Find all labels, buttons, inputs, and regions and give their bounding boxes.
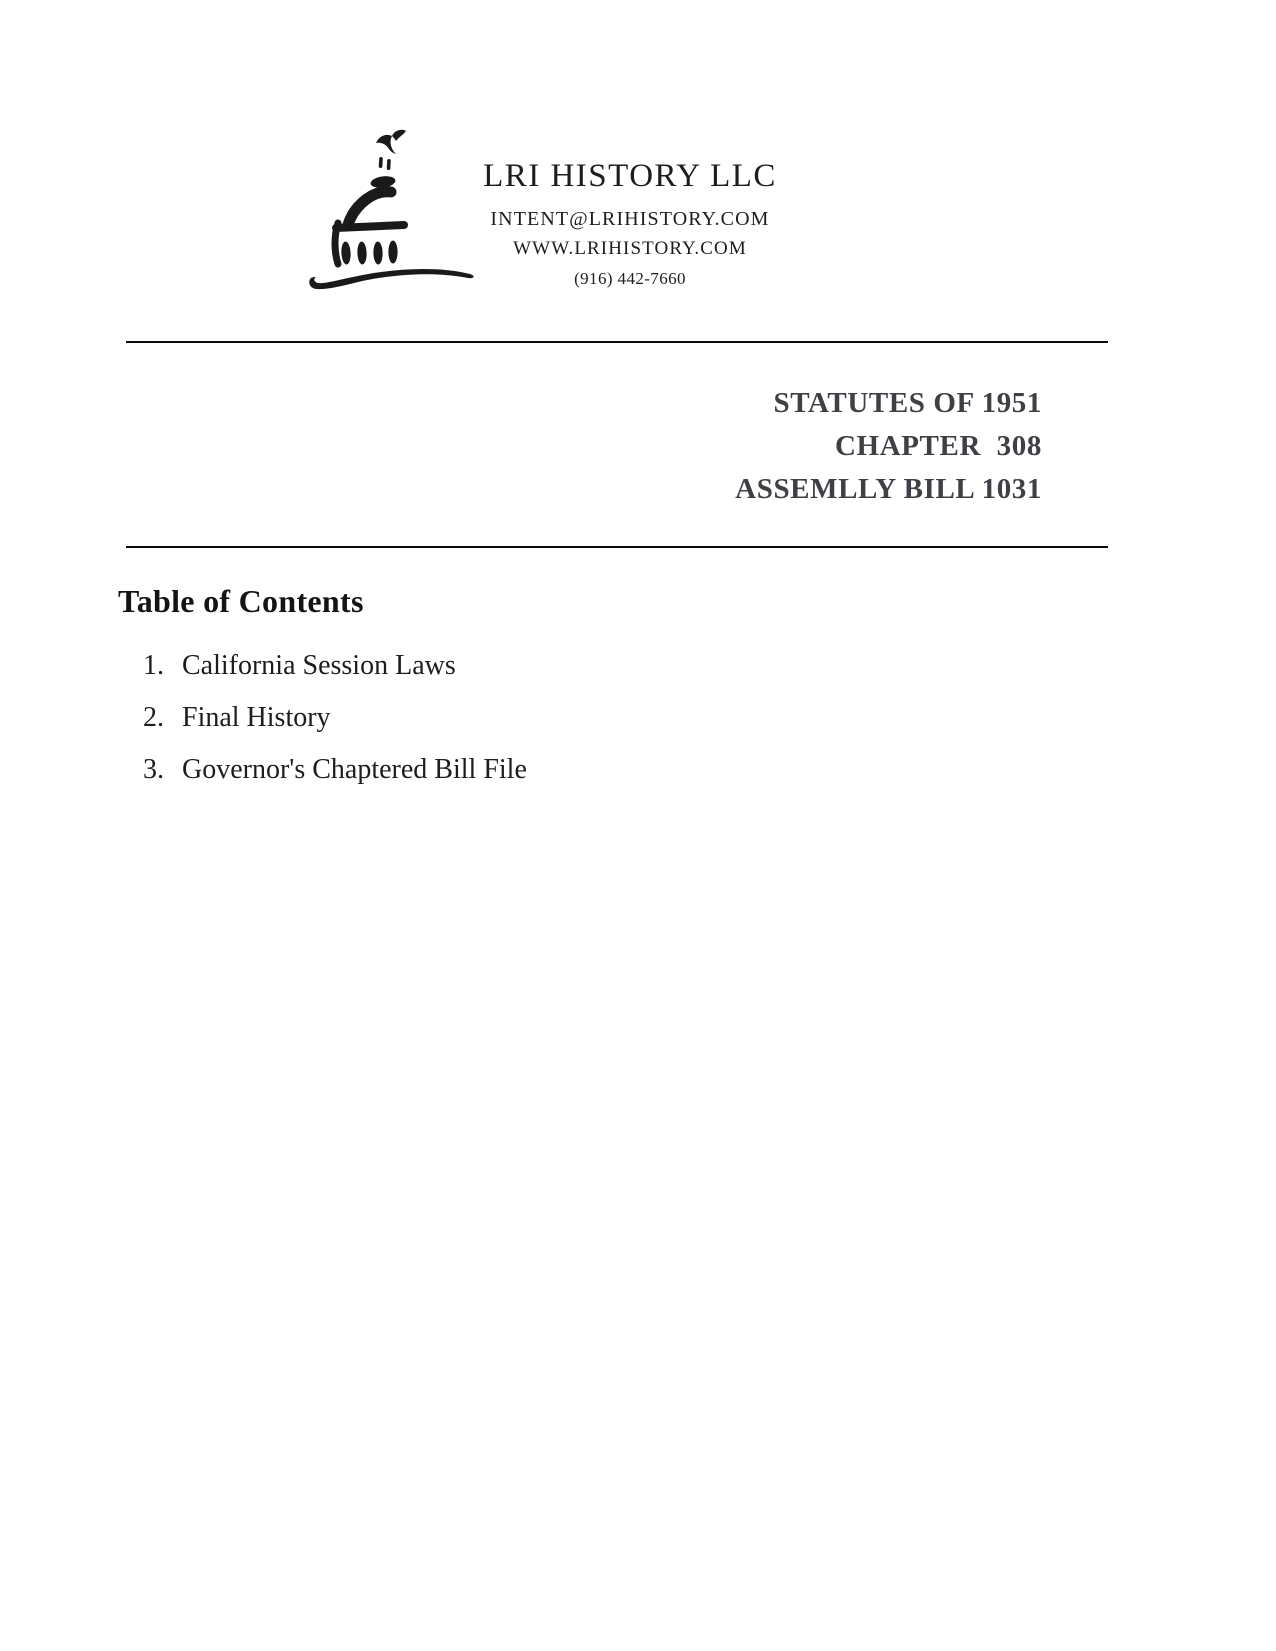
toc-item-label: California Session Laws — [182, 650, 456, 681]
company-email: INTENT@LRIHISTORY.COM — [490, 208, 770, 230]
toc-item-number: 1. — [143, 650, 164, 681]
statutes-line: STATUTES OF 1951 — [773, 387, 1042, 419]
chapter-line: CHAPTER 308 — [835, 430, 1042, 462]
toc-item-number: 3. — [143, 754, 164, 785]
toc-item — [143, 702, 527, 754]
company-website: WWW.LRIHISTORY.COM — [513, 238, 747, 259]
company-header — [460, 156, 800, 293]
bill-line: ASSEMLLY BILL 1031 — [735, 473, 1042, 505]
toc-item-number: 2. — [143, 702, 164, 733]
divider-bottom — [126, 546, 1108, 548]
company-phone: (916) 442-7660 — [574, 269, 686, 288]
divider-top — [126, 341, 1108, 343]
toc-item-label: Final History — [182, 702, 331, 733]
toc-item — [143, 650, 527, 702]
toc-item — [143, 754, 527, 806]
toc-list — [143, 650, 527, 806]
statute-title-block — [426, 382, 1042, 511]
capitol-dome-icon — [298, 127, 478, 293]
company-name: LRI HISTORY LLC — [483, 158, 777, 194]
toc-heading: Table of Contents — [118, 583, 364, 619]
toc-item-label: Governor's Chaptered Bill File — [182, 754, 527, 785]
